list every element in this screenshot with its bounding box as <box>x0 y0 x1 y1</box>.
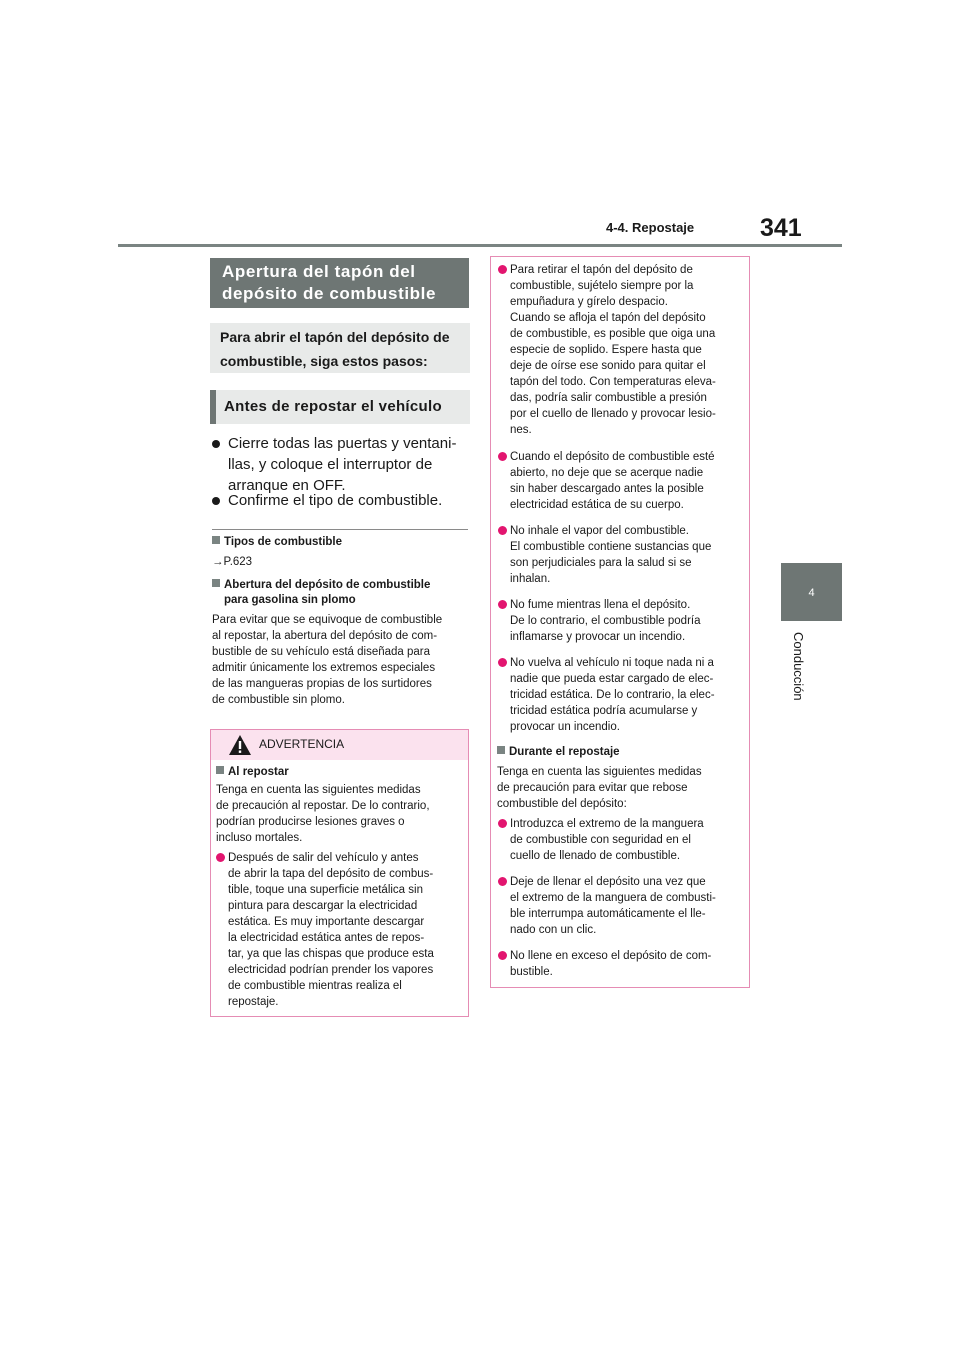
divider <box>212 529 468 530</box>
warning-bullet: No vuelva al vehículo ni toque nada ni a nadie que pueda estar cargado de elec- tricidad estática. De lo contrario, la elec- tricidad estática podría acumularse y provocar un incendio. <box>498 655 744 735</box>
warning-bullet: Después de salir del vehículo y antes de abrir la tapa del depósito de combus- tible, toque una superficie metálica sin pintura para descargar la electricidad estática. Es muy importante descargar la electricidad estática antes de repos- tar, ya que las chispas que produce esta electricidad podrían prender los vapores de combustible mientras realiza el repostaje. <box>216 850 462 1010</box>
square-bullet-icon <box>212 536 220 544</box>
intro-line: Para abrir el tapón del depósito de <box>220 329 450 345</box>
warning-bullet: No fume mientras llena el depósito. De lo contrario, el combustible podría inflamarse y provocar un incendio. <box>498 597 744 645</box>
bullet-dot <box>212 497 220 505</box>
section-heading-line: depósito de combustible <box>222 284 437 303</box>
bullet-dot <box>212 440 220 448</box>
bullet-dot <box>498 819 507 828</box>
subsection-heading: Antes de repostar el vehículo <box>210 390 470 424</box>
chapter-label: Conducción <box>791 632 806 701</box>
section-title: 4-4. Repostaje <box>606 220 695 235</box>
page-number: 341 <box>760 214 802 242</box>
intro-line: combustible, siga estos pasos: <box>220 353 428 369</box>
warning-bullet: No inhale el vapor del combustible. El combustible contiene sustancias que son perjudiciales para la salud si se inhalan. <box>498 523 744 587</box>
chapter-tab[interactable] <box>781 563 842 621</box>
during-body: Tenga en cuenta las siguientes medidas de precaución para evitar que rebose combustible del depósito: <box>497 766 702 810</box>
step-item <box>212 490 468 511</box>
step-line: Confirme el tipo de combustible. <box>228 492 443 509</box>
bullet-dot <box>498 265 507 274</box>
warning-bullet: Cuando el depósito de combustible esté abierto, no deje que se acerque nadie sin haber descargado antes la posible electricidad estática de su cuerpo. <box>498 449 744 513</box>
warning-triangle-icon <box>228 734 252 761</box>
opening-body: Para evitar que se equivoque de combustible al repostar, la abertura del depósito de com- bustible de su vehículo está diseñada para admitir únicamente los extremos especiales de las mangueras propias de los surtidores de combustible sin plomo. <box>212 614 443 706</box>
step-item <box>212 433 468 496</box>
during-heading: Durante el repostaje <box>497 745 620 760</box>
warning-bullet: Para retirar el tapón del depósito de combustible, sujételo siempre por la empuñadura y gírelo despacio. Cuando se afloja el tapón del depósito de combustible, es posible que oiga una especie de soplido. Espere hasta que deje de oírse ese sonido para quitar el tapón del todo. Con temperaturas eleva- das, podría salir combustible a presión por el cuello de llenado y provocar lesio- nes. <box>498 262 744 438</box>
section-heading <box>210 258 469 308</box>
bullet-dot <box>498 658 507 667</box>
opening-heading: Abertura del depósito de combustible para gasolina sin plomo <box>212 578 470 608</box>
step-line: llas, y coloque el interruptor de <box>228 456 433 473</box>
section-heading-line: Apertura del tapón del <box>222 262 416 281</box>
warning-box <box>210 729 469 1017</box>
warning-bullet: No llene en exceso el depósito de com- bustible. <box>498 948 744 980</box>
warning-header <box>211 730 468 760</box>
square-bullet-icon <box>212 579 220 587</box>
intro-box <box>210 323 470 373</box>
warning-bullet: Deje de llenar el depósito una vez que el extremo de la manguera de combusti- ble interrumpa automáticamente el lle- nado con un clic. <box>498 874 744 938</box>
warning-title: ADVERTENCIA <box>259 737 345 751</box>
fuel-types-heading: Tipos de combustible <box>212 535 342 550</box>
header-rule <box>118 244 842 247</box>
bullet-dot <box>498 526 507 535</box>
square-bullet-icon <box>216 766 224 774</box>
bullet-dot <box>498 951 507 960</box>
page-reference-link[interactable]: →P.623 <box>212 556 253 568</box>
warning-body: Tenga en cuenta las siguientes medidas de precaución al repostar. De lo contrario, podrían producirse lesiones graves o incluso mortales. <box>216 784 430 844</box>
bullet-dot <box>498 452 507 461</box>
step-line: Cierre todas las puertas y ventani- <box>228 435 457 452</box>
bullet-dot <box>498 600 507 609</box>
chapter-number: 4 <box>808 587 815 599</box>
bullet-dot <box>216 853 225 862</box>
warning-heading: Al repostar <box>216 765 289 780</box>
warning-bullet: Introduzca el extremo de la manguera de combustible con seguridad en el cuello de llenado de combustible. <box>498 816 744 864</box>
square-bullet-icon <box>497 746 505 754</box>
bullet-dot <box>498 877 507 886</box>
warning-continued-box <box>490 256 750 988</box>
step-line: arranque en OFF. <box>228 477 346 494</box>
